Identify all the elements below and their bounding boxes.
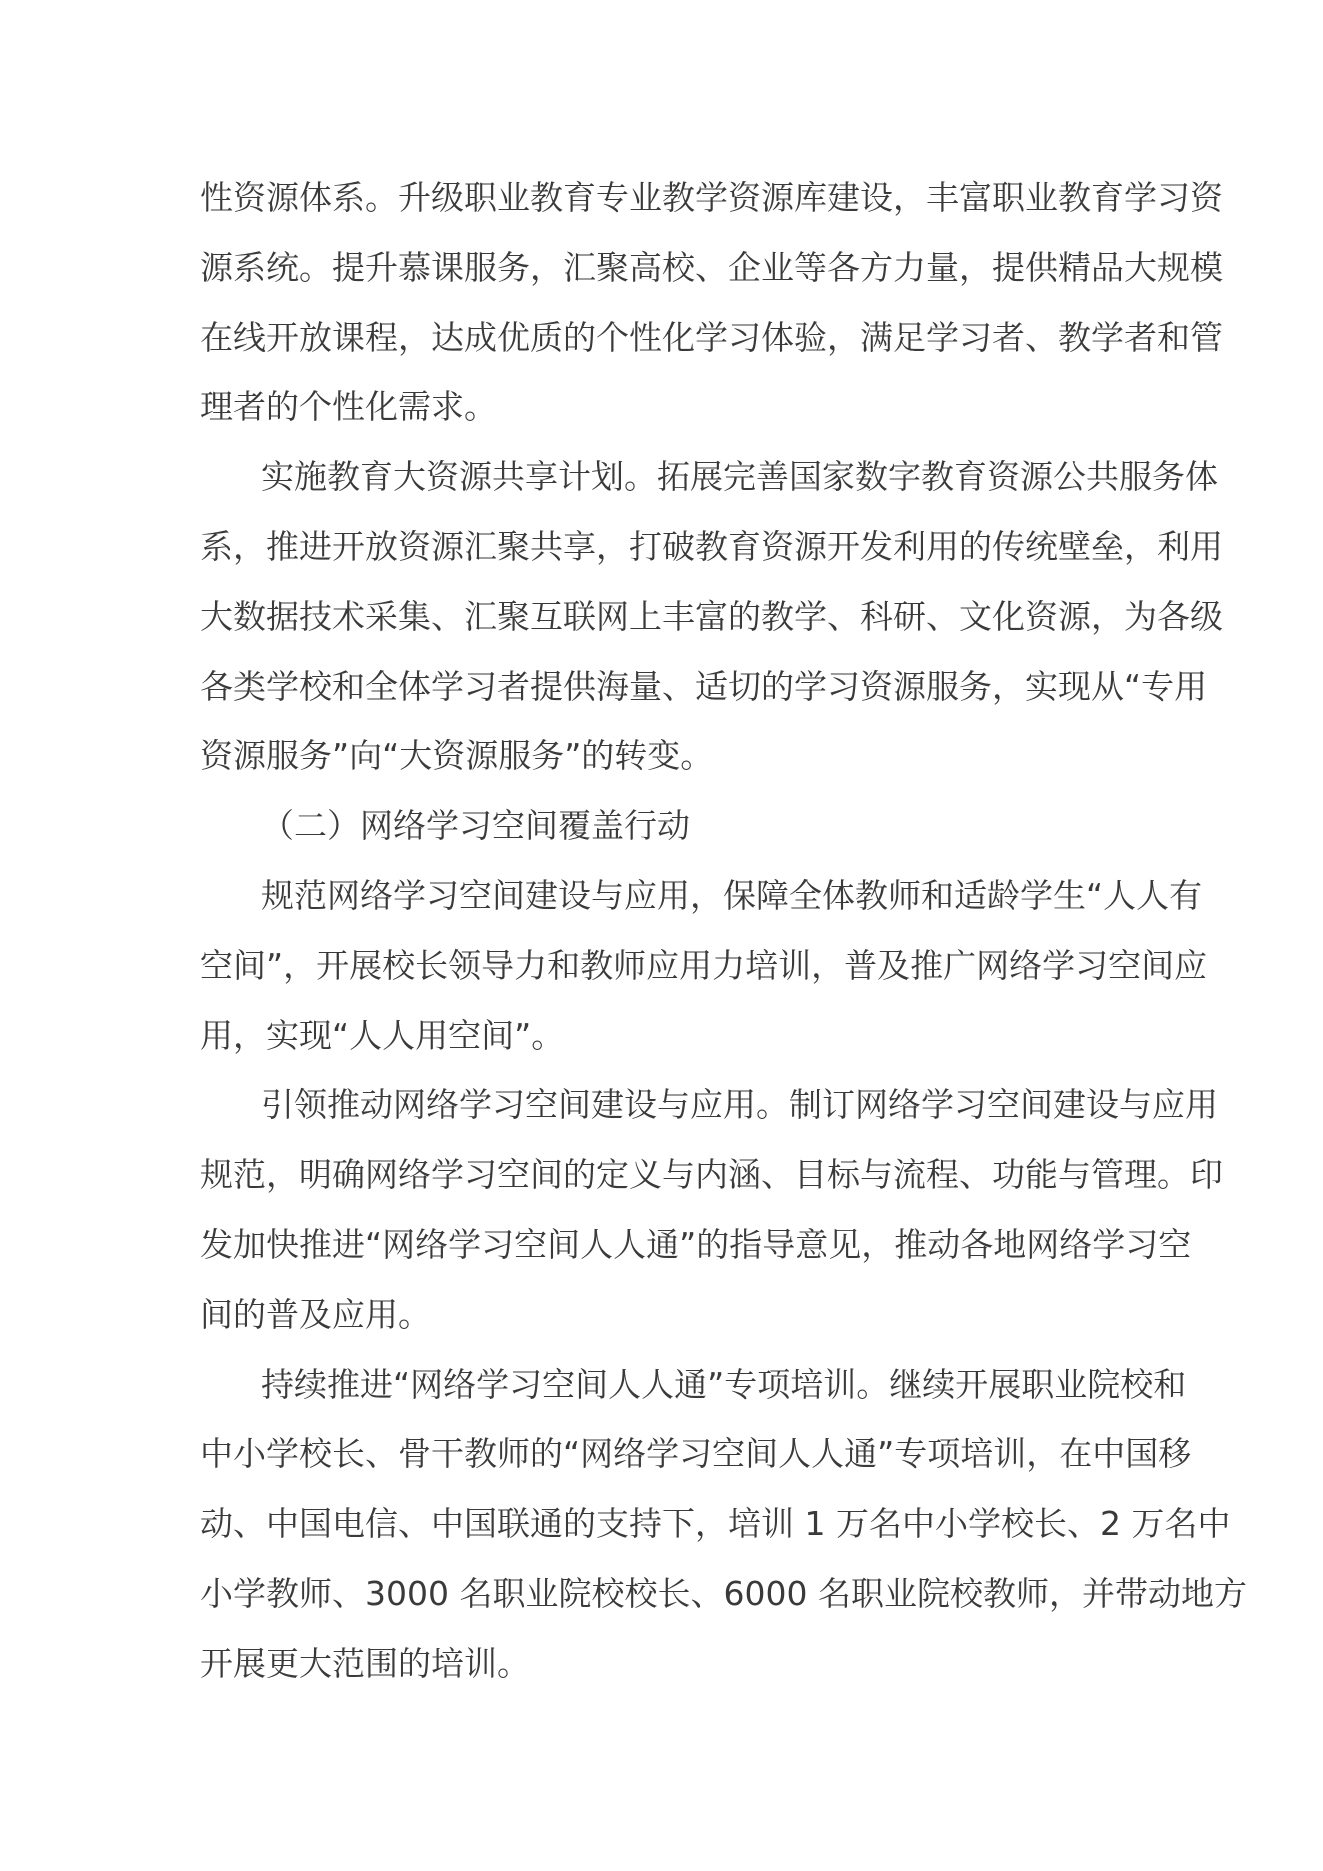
text-line: 动、中国电信、中国联通的支持下，培训 1 万名中小学校长、2 万名中 bbox=[200, 1504, 1231, 1544]
text-line: 持续推进“网络学习空间人人通”专项培训。继续开展职业院校和 bbox=[261, 1364, 1187, 1404]
text-line: 引领推动网络学习空间建设与应用。制订网络学习空间建设与应用 bbox=[261, 1085, 1218, 1125]
text-line: 实施教育大资源共享计划。拓展完善国家数字教育资源公共服务体 bbox=[261, 457, 1218, 497]
text-line: 大数据技术采集、汇聚互联网上丰富的教学、科研、文化资源，为各级 bbox=[200, 596, 1223, 636]
paragraph bbox=[200, 442, 1223, 791]
paragraph bbox=[200, 1350, 1247, 1699]
paragraph bbox=[200, 163, 1223, 442]
text-line: 系，推进开放资源汇聚共享，打破教育资源开发利用的传统壁垒，利用 bbox=[200, 526, 1223, 566]
text-line: 开展更大范围的培训。 bbox=[200, 1643, 530, 1683]
text-line: 用，实现“人人用空间”。 bbox=[200, 1015, 565, 1055]
paragraph bbox=[200, 861, 1208, 1070]
text-line: 中小学校长、骨干教师的“网络学习空间人人通”专项培训，在中国移 bbox=[200, 1434, 1192, 1474]
text-line: 规范，明确网络学习空间的定义与内涵、目标与流程、功能与管理。印 bbox=[200, 1155, 1223, 1195]
text-line: 资源服务”向“大资源服务”的转变。 bbox=[200, 736, 714, 776]
text-line: 发加快推进“网络学习空间人人通”的指导意见，推动各地网络学习空 bbox=[200, 1224, 1192, 1264]
text-line: 小学教师、3000 名职业院校校长、6000 名职业院校教师，并带动地方 bbox=[200, 1573, 1247, 1613]
text-line: 间的普及应用。 bbox=[200, 1294, 431, 1334]
text-line: 空间”，开展校长领导力和教师应用力培训，普及推广网络学习空间应 bbox=[200, 945, 1208, 985]
text-line: 理者的个性化需求。 bbox=[200, 387, 497, 427]
document-body bbox=[200, 163, 1247, 1699]
text-line: 规范网络学习空间建设与应用，保障全体教师和适龄学生“人人有 bbox=[261, 875, 1203, 915]
text-line: 各类学校和全体学习者提供海量、适切的学习资源服务，实现从“专用 bbox=[200, 666, 1208, 706]
text-line: 性资源体系。升级职业教育专业教学资源库建设，丰富职业教育学习资 bbox=[200, 178, 1223, 217]
text-line: （二）网络学习空间覆盖行动 bbox=[261, 806, 690, 846]
section-heading bbox=[200, 791, 1126, 861]
text-line: 源系统。提升慕课服务，汇聚高校、企业等各方力量，提供精品大规模 bbox=[200, 247, 1223, 287]
text-line: 在线开放课程，达成优质的个性化学习体验，满足学习者、教学者和管 bbox=[200, 317, 1223, 357]
paragraph bbox=[200, 1070, 1223, 1349]
